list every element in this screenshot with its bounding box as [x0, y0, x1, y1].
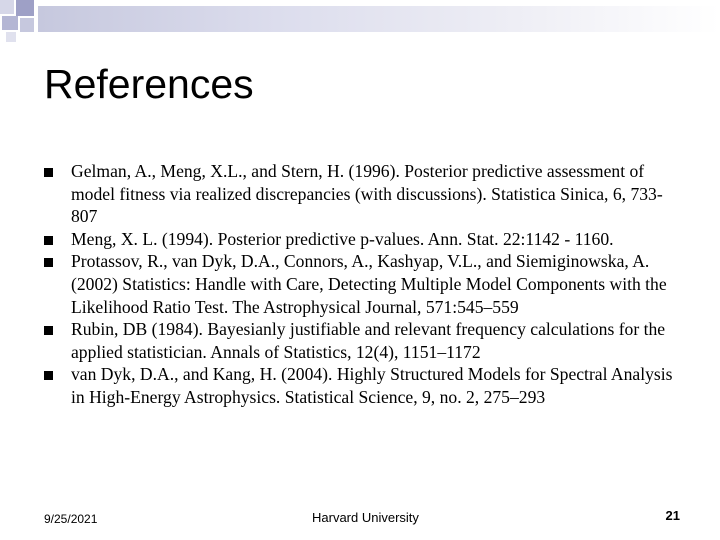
reference-item — [44, 250, 684, 318]
footer-institution: Harvard University — [312, 510, 419, 525]
square-bullet-icon — [44, 258, 53, 267]
slide-title: References — [44, 61, 254, 107]
reference-text: Gelman, A., Meng, X.L., and Stern, H. (1996). Posterior predictive assessment of model fitness via realized discrepancies (with discussions). Statistica Sinica, 6, 733-807 — [71, 161, 663, 227]
reference-item — [44, 228, 684, 251]
footer-date: 9/25/2021 — [44, 512, 98, 526]
square-bullet-icon — [44, 168, 53, 177]
reference-text: van Dyk, D.A., and Kang, H. (2004). Highly Structured Models for Spectral Analysis in High-Energy Astrophysics. Statistical Science, 9, no. 2, 275–293 — [71, 364, 673, 407]
reference-item — [44, 363, 684, 408]
reference-text: Meng, X. L. (1994). Posterior predictive p-values. Ann. Stat. 22:1142 - 1160. — [71, 228, 614, 249]
reference-list — [44, 160, 684, 409]
header-band — [38, 6, 720, 32]
page-number: 21 — [665, 508, 680, 523]
reference-item — [44, 160, 684, 228]
reference-item — [44, 318, 684, 363]
reference-text: Rubin, DB (1984). Bayesianly justifiable and relevant frequency calculations for the applied statistician. Annals of Statistics, 12(4), 1151–1172 — [71, 319, 666, 362]
square-bullet-icon — [44, 326, 53, 335]
reference-text: Protassov, R., van Dyk, D.A., Connors, A., Kashyap, V.L., and Siemiginowska, A. (2002) Statistics: Handle with Care, Detecting Multiple Model Components with the Likelihood Ratio Test. The Astrophysical Journal, 571:545–559 — [71, 251, 667, 317]
square-bullet-icon — [44, 236, 53, 245]
square-bullet-icon — [44, 371, 53, 380]
